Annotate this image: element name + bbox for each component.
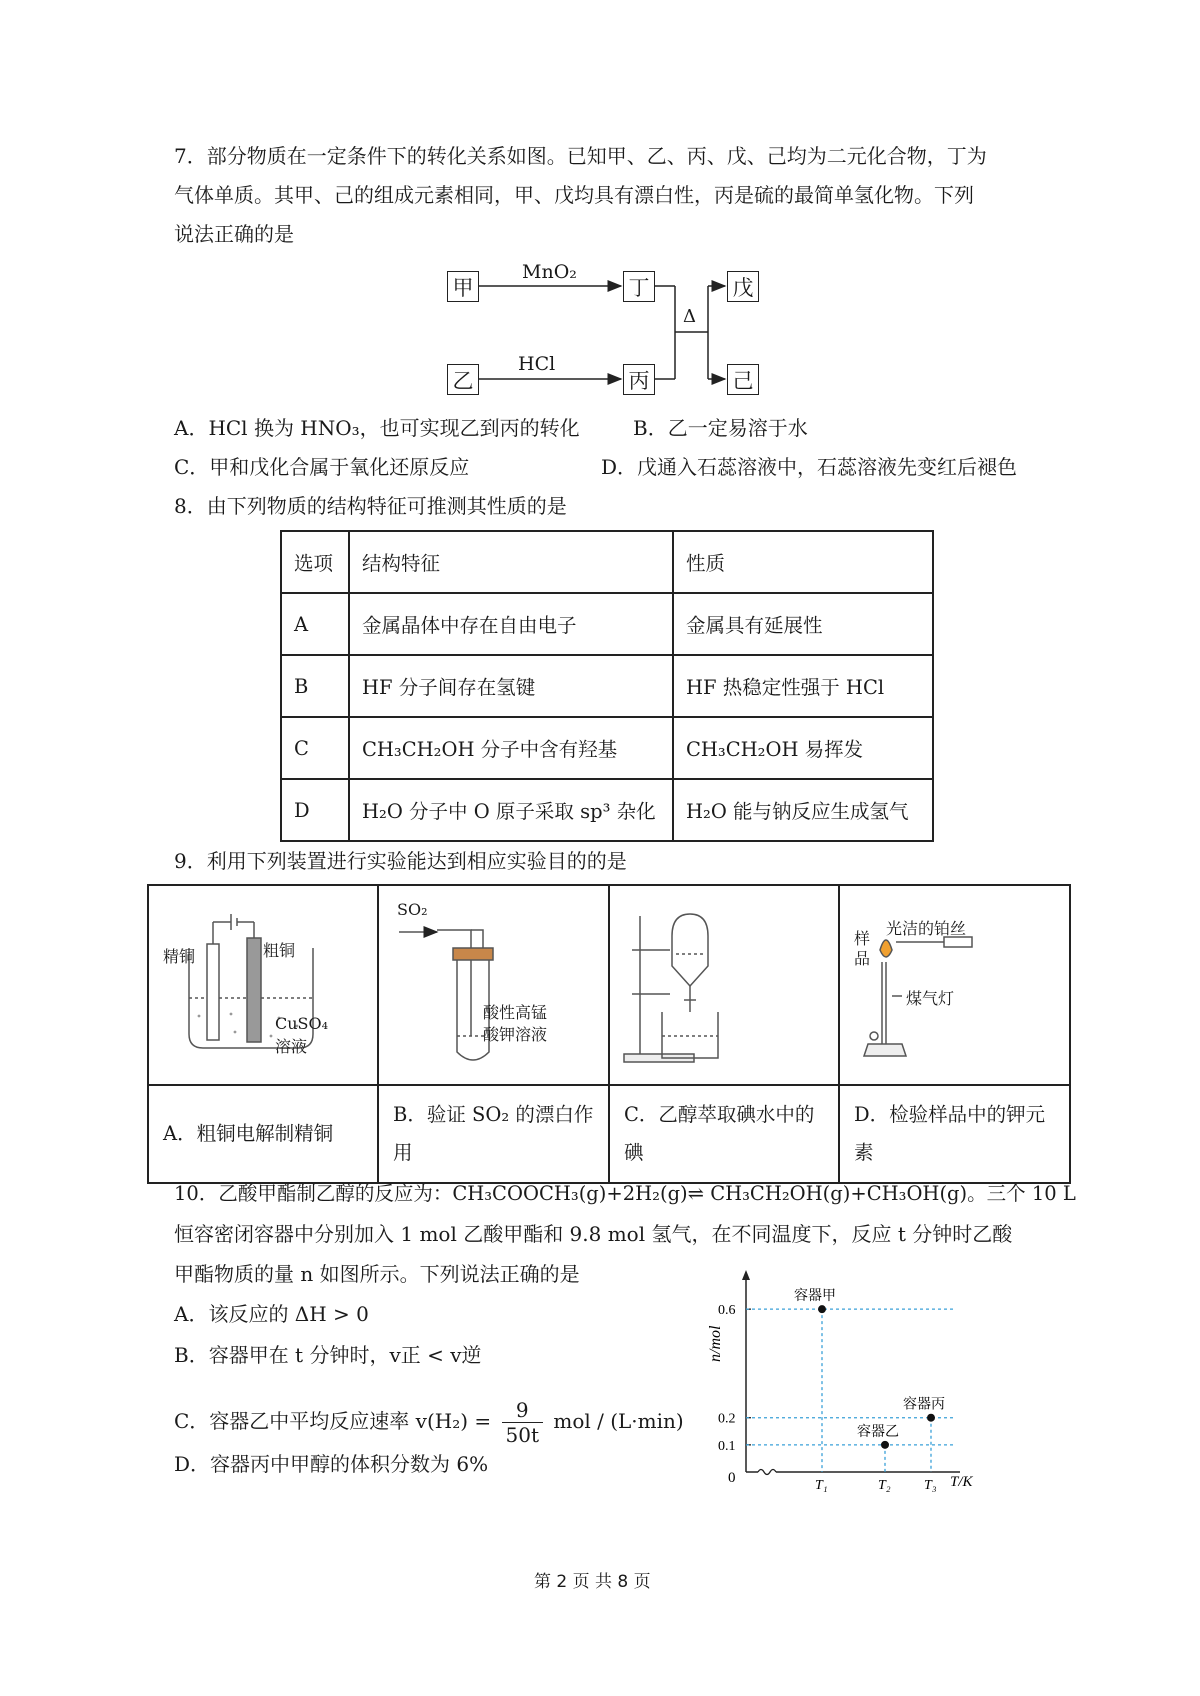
table-cell: 金属具有延展性 [673,593,933,655]
table-cell: H₂O 能与钠反应生成氢气 [673,779,933,841]
point-label: 容器乙 [857,1422,899,1439]
box-yi: 乙 [447,364,479,395]
caption-d: D．检验样品中的钾元素 [839,1085,1070,1183]
arrow-label-mno2: MnO₂ [522,261,577,283]
label-pure-copper: 精铜 [163,947,196,966]
q10-option-c [174,1398,684,1447]
caption-b: B．验证 SO₂ 的漂白作用 [378,1085,609,1183]
diagram-arrows [0,0,1200,440]
label-sample-2: 品 [854,949,871,968]
apparatus-d [839,885,1070,1085]
label-gas-lamp: 煤气灯 [906,989,955,1008]
table-cell: CH₃CH₂OH 分子中含有羟基 [349,717,673,779]
label-cuso4: CuSO₄ [275,1014,329,1033]
table-row [281,717,933,779]
y-tick-label: 0.6 [718,1303,736,1319]
label-platinum-wire: 光洁的铂丝 [886,919,967,938]
header-cell: 选项 [281,531,349,593]
table-cell: HF 分子间存在氢键 [349,655,673,717]
axis-break [758,1470,776,1475]
q8-stem: 8．由下列物质的结构特征可推测其性质的是 [174,494,567,518]
q7-option-b: B．乙一定易溶于水 [633,416,808,440]
table-row [281,655,933,717]
q7-line3: 说法正确的是 [174,222,294,246]
q10-chart [700,1262,1000,1502]
header-cell: 性质 [673,531,933,593]
header-cell: 结构特征 [349,531,673,593]
q7-option-d: D．戊通入石蕊溶液中，石蕊溶液先变红后褪色 [601,455,1018,479]
label-sample-1: 样 [854,929,871,948]
y-tick-label: 0.2 [718,1411,736,1427]
q7-line1: 7．部分物质在一定条件下的转化关系如图。已知甲、乙、丙、戊、己均为二元化合物，丁为 [174,144,987,168]
table-cell: 金属晶体中存在自由电子 [349,593,673,655]
point-label: 容器丙 [903,1395,945,1412]
box-bing: 丙 [623,364,655,395]
q7-option-c: C．甲和戊化合属于氧化还原反应 [174,455,470,479]
origin-label: 0 [728,1470,736,1486]
data-point [927,1414,935,1422]
table-cell: D [281,779,349,841]
caption-a: A．粗铜电解制精铜 [148,1085,378,1183]
fraction-denominator: 50t [505,1423,539,1447]
box-ji: 己 [727,364,759,395]
table-row [281,779,933,841]
caption-row [148,1085,1070,1183]
data-point [818,1305,826,1313]
box-ding: 丁 [623,271,655,302]
q10-option-c-text: C．容器乙中平均反应速率 v(H₂) = [174,1409,492,1433]
table-cell: B [281,655,349,717]
point-label: 容器甲 [794,1287,836,1304]
x-tick-label: T₂ [878,1478,891,1493]
q10-line3: 甲酯物质的量 n 如图所示。下列说法正确的是 [174,1262,580,1286]
q10-option-a: A．该反应的 ΔH > 0 [174,1302,369,1326]
q9-stem: 9．利用下列装置进行实验能达到相应实验目的的是 [174,849,627,873]
y-tick-label: 0.1 [718,1438,736,1454]
apparatus-a [148,885,378,1085]
table-cell: CH₃CH₂OH 易挥发 [673,717,933,779]
q7-option-a: A．HCl 换为 HNO₃，也可实现乙到丙的转化 [174,416,580,440]
caption-c: C．乙醇萃取碘水中的碘 [609,1085,839,1183]
x-tick-label: T₃ [924,1478,937,1493]
label-crude-copper: 粗铜 [263,941,296,960]
q10-line2: 恒容密闭容器中分别加入 1 mol 乙酸甲酯和 9.8 mol 氢气，在不同温度下，反应 t 分钟时乙酸 [174,1222,1013,1246]
apparatus-row [148,885,1070,1085]
separatory-funnel-icon [610,886,838,1084]
table-row [281,593,933,655]
q7-line2: 气体单质。其甲、己的组成元素相同，甲、戊均具有漂白性，丙是硫的最简单氢化物。下列 [174,183,974,207]
q8-table [280,530,934,842]
x-axis-label: T/K [950,1474,973,1490]
apparatus-c [609,885,839,1085]
label-so2: SO₂ [397,900,428,919]
rate-unit: mol / (L·min) [553,1409,684,1433]
table-cell: A [281,593,349,655]
box-jia: 甲 [447,271,479,302]
table-header-row [281,531,933,593]
y-axis-arrow [742,1270,750,1280]
apparatus-b [378,885,609,1085]
q10-option-d: D．容器丙中甲醇的体积分数为 6% [174,1452,489,1476]
table-cell: H₂O 分子中 O 原子采取 sp³ 杂化 [349,779,673,841]
table-cell: HF 热稳定性强于 HCl [673,655,933,717]
arrow-label-hcl: HCl [518,353,556,375]
electrolysis-icon [149,886,377,1084]
label-kmno4-1: 酸性高锰 [483,1003,548,1022]
label-kmno4-2: 酸钾溶液 [483,1025,548,1044]
page-footer: 第 2 页 共 8 页 [534,1572,651,1592]
y-axis-label: n/mol [707,1325,724,1362]
rate-fraction [502,1398,544,1447]
q10-option-b: B．容器甲在 t 分钟时，v正 < v逆 [174,1343,482,1367]
label-solution: 溶液 [275,1037,308,1056]
fraction-numerator: 9 [502,1398,544,1423]
box-wu: 戊 [727,271,759,302]
q9-table [147,884,1071,1184]
x-tick-label: T₁ [815,1478,828,1493]
heat-symbol: Δ [683,306,696,327]
q10-line1: 10．乙酸甲酯制乙醇的反应为：CH₃COOCH₃(g)+2H₂(g)⇌ CH₃CH₂OH(g)+CH₃OH(g)。三个 10 L [174,1182,1076,1205]
data-point [881,1441,889,1449]
table-cell: C [281,717,349,779]
